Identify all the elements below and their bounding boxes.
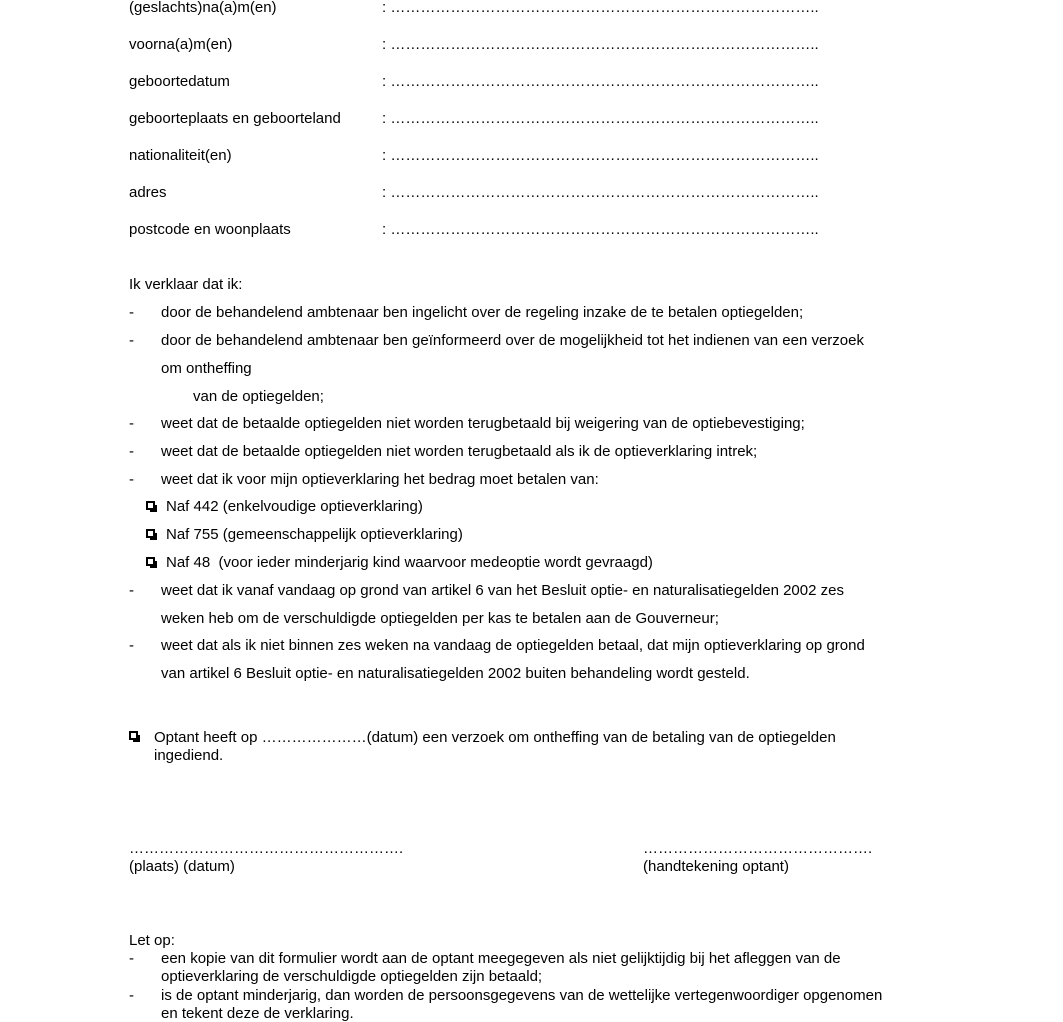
note-title: Let op: <box>129 932 175 949</box>
declaration-item-refusal: weet dat de betaalde optiegelden niet worden terugbetaald bij weigering van de optiebevestiging; <box>161 415 805 432</box>
checkbox-fee-joint[interactable] <box>146 529 155 538</box>
bullet-dash: - <box>129 332 134 349</box>
field-value-nationality: : ………………………………………………………………………….. <box>382 147 819 164</box>
note-item-copy-line2: optieverklaring de verschuldigde optiegelden zijn betaald; <box>161 968 543 985</box>
field-label-nationality: nationaliteit(en) <box>129 147 232 164</box>
note-item-minor-line1: is de optant minderjarig, dan worden de persoonsgegevens van de wettelijke vertegenwoordiger opgenomen <box>161 987 883 1004</box>
field-label-birth-date: geboortedatum <box>129 73 230 90</box>
declaration-item-exemption-line2: om ontheffing <box>161 360 252 377</box>
note-item-minor-line2: en tekent deze de verklaring. <box>161 1005 354 1022</box>
declaration-item-withdraw: weet dat de betaalde optiegelden niet worden terugbetaald als ik de optieverklaring intrek; <box>161 443 758 460</box>
bullet-dash: - <box>129 304 134 321</box>
declaration-item-not-paid-line2: van artikel 6 Besluit optie- en naturalisatiegelden 2002 buiten behandeling wordt gesteld. <box>161 665 750 682</box>
field-label-surname: (geslachts)na(a)m(en) <box>129 0 277 16</box>
signature-label: (handtekening optant) <box>643 858 789 875</box>
field-value-first-names: : ………………………………………………………………………….. <box>382 36 819 53</box>
note-item-copy-line1: een kopie van dit formulier wordt aan de optant meegegeven als niet gelijktijdig bij het afleggen van de <box>161 950 841 967</box>
checkbox-exemption-request[interactable] <box>129 731 138 740</box>
field-label-postcode-city: postcode en woonplaats <box>129 221 291 238</box>
declaration-item-not-paid-line1: weet dat als ik niet binnen zes weken na vandaag de optiegelden betaal, dat mijn optieverklaring op grond <box>161 637 865 654</box>
field-value-birth-place: : ………………………………………………………………………….. <box>382 110 819 127</box>
checkbox-fee-single[interactable] <box>146 501 155 510</box>
field-value-birth-date: : ………………………………………………………………………….. <box>382 73 819 90</box>
declaration-item-amount: weet dat ik voor mijn optieverklaring het bedrag moet betalen van: <box>161 471 599 488</box>
field-value-postcode-city: : ………………………………………………………………………….. <box>382 221 819 238</box>
declaration-item-six-weeks-line2: weken heb om de verschuldigde optiegelden per kas te betalen aan de Gouverneur; <box>161 610 719 627</box>
fee-option-minor: Naf 48 (voor ieder minderjarig kind waarvoor medeoptie wordt gevraagd) <box>166 554 653 571</box>
fee-option-joint: Naf 755 (gemeenschappelijk optieverklaring) <box>166 526 463 543</box>
declaration-item-six-weeks-line1: weet dat ik vanaf vandaag op grond van artikel 6 van het Besluit optie- en naturalisatiegelden 2002 zes <box>161 582 844 599</box>
declaration-item-informed: door de behandelend ambtenaar ben ingelicht over de regeling inzake de te betalen optiegelden; <box>161 304 804 321</box>
declaration-item-exemption-line1: door de behandelend ambtenaar ben geïnformeerd over de mogelijkheid tot het indienen van een verzoek <box>161 332 864 349</box>
field-label-birth-place: geboorteplaats en geboorteland <box>129 110 341 127</box>
bullet-dash: - <box>129 415 134 432</box>
field-value-address: : ………………………………………………………………………….. <box>382 184 819 201</box>
signature-dots: ………………………………………. <box>643 840 873 857</box>
bullet-dash: - <box>129 443 134 460</box>
field-label-first-names: voorna(a)m(en) <box>129 36 233 53</box>
place-date-dots: ………………………………………………. <box>129 840 404 857</box>
declaration-item-exemption-line3: van de optiegelden; <box>193 388 324 405</box>
field-value-surname: : ………………………………………………………………………….. <box>382 0 819 16</box>
bullet-dash: - <box>129 471 134 488</box>
exemption-request-line1: Optant heeft op …………………(datum) een verzoek om ontheffing van de betaling van de optiegelden <box>154 729 836 746</box>
bullet-dash: - <box>129 987 134 1004</box>
exemption-request-line2: ingediend. <box>154 747 224 764</box>
fee-option-single: Naf 442 (enkelvoudige optieverklaring) <box>166 498 423 515</box>
declaration-intro: Ik verklaar dat ik: <box>129 276 243 293</box>
field-label-address: adres <box>129 184 167 201</box>
checkbox-fee-minor[interactable] <box>146 557 155 566</box>
bullet-dash: - <box>129 582 134 599</box>
bullet-dash: - <box>129 637 134 654</box>
bullet-dash: - <box>129 950 134 967</box>
place-date-label: (plaats) (datum) <box>129 858 235 875</box>
